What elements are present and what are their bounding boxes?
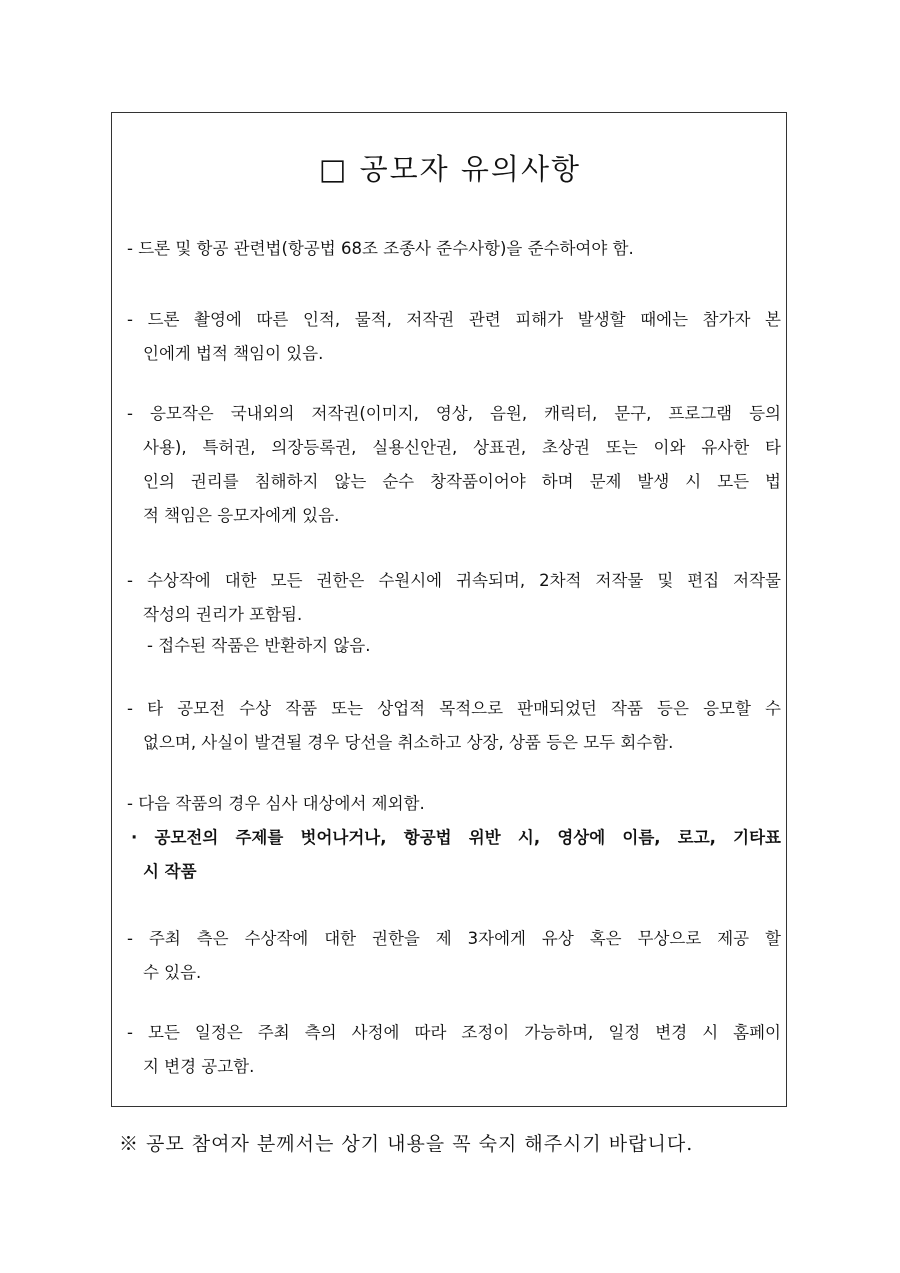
page-title: □ 공모자 유의사항	[319, 152, 581, 186]
list-item	[127, 1016, 781, 1084]
item-text-line: 인의 권리를 침해하지 않는 순수 창작품이어야 하며 문제 발생 시 모든 법	[143, 472, 781, 491]
footer-note: ※ 공모 참여자 분께서는 상기 내용을 꼭 숙지 해주시기 바랍니다.	[119, 1133, 694, 1155]
list-item	[127, 692, 781, 760]
item-text-line: - 타 공모전 수상 작품 또는 상업적 목적으로 판매되었던 작품 등은 응모할 수	[127, 699, 781, 718]
item-text-line: 지 변경 공고함.	[143, 1057, 255, 1076]
item-text-line: - 응모작은 국내외의 저작권(이미지, 영상, 음원, 캐릭터, 문구, 프로그램 등의	[127, 404, 781, 423]
list-item	[127, 564, 781, 632]
list-item	[127, 787, 781, 889]
item-text-line: 적 책임은 응모자에게 있음.	[143, 506, 340, 525]
item-text-line: - 모든 일정은 주최 측의 사정에 따라 조정이 가능하며, 일정 변경 시 홈페이	[127, 1023, 781, 1042]
list-item	[127, 232, 781, 266]
item-bold-line: · 공모전의 주제를 벗어나거나, 항공법 위반 시, 영상에 이름, 로고, 기타표	[131, 828, 781, 847]
item-text-line: 수 있음.	[143, 963, 202, 982]
item-text-line: - 수상작에 대한 모든 권한은 수원시에 귀속되며, 2차적 저작물 및 편집 저작물	[127, 571, 781, 590]
item-text-line: - 주최 측은 수상작에 대한 권한을 제 3자에게 유상 혹은 무상으로 제공 할	[127, 929, 781, 948]
list-item	[127, 397, 781, 533]
item-text-line: 인에게 법적 책임이 있음.	[143, 344, 324, 363]
item-bold-line: 시 작품	[143, 862, 197, 881]
item-text-line: 없으며, 사실이 발견될 경우 당선을 취소하고 상장, 상품 등은 모두 회수함.	[143, 733, 674, 752]
item-text-line: 사용), 특허권, 의장등록권, 실용신안권, 상표권, 초상권 또는 이와 유사한 타	[143, 438, 781, 457]
item-text-line: 작성의 권리가 포함됨.	[143, 605, 303, 624]
item-text-line: - 드론 촬영에 따른 인적, 물적, 저작권 관련 피해가 발생할 때에는 참가자 본	[127, 310, 781, 329]
list-item	[127, 922, 781, 990]
list-item	[127, 303, 781, 371]
item-text-line: - 드론 및 항공 관련법(항공법 68조 조종사 준수사항)을 준수하여야 함.	[127, 239, 634, 258]
sub-item: - 접수된 작품은 반환하지 않음.	[147, 636, 371, 655]
item-text-line: - 다음 작품의 경우 심사 대상에서 제외함.	[127, 794, 425, 813]
